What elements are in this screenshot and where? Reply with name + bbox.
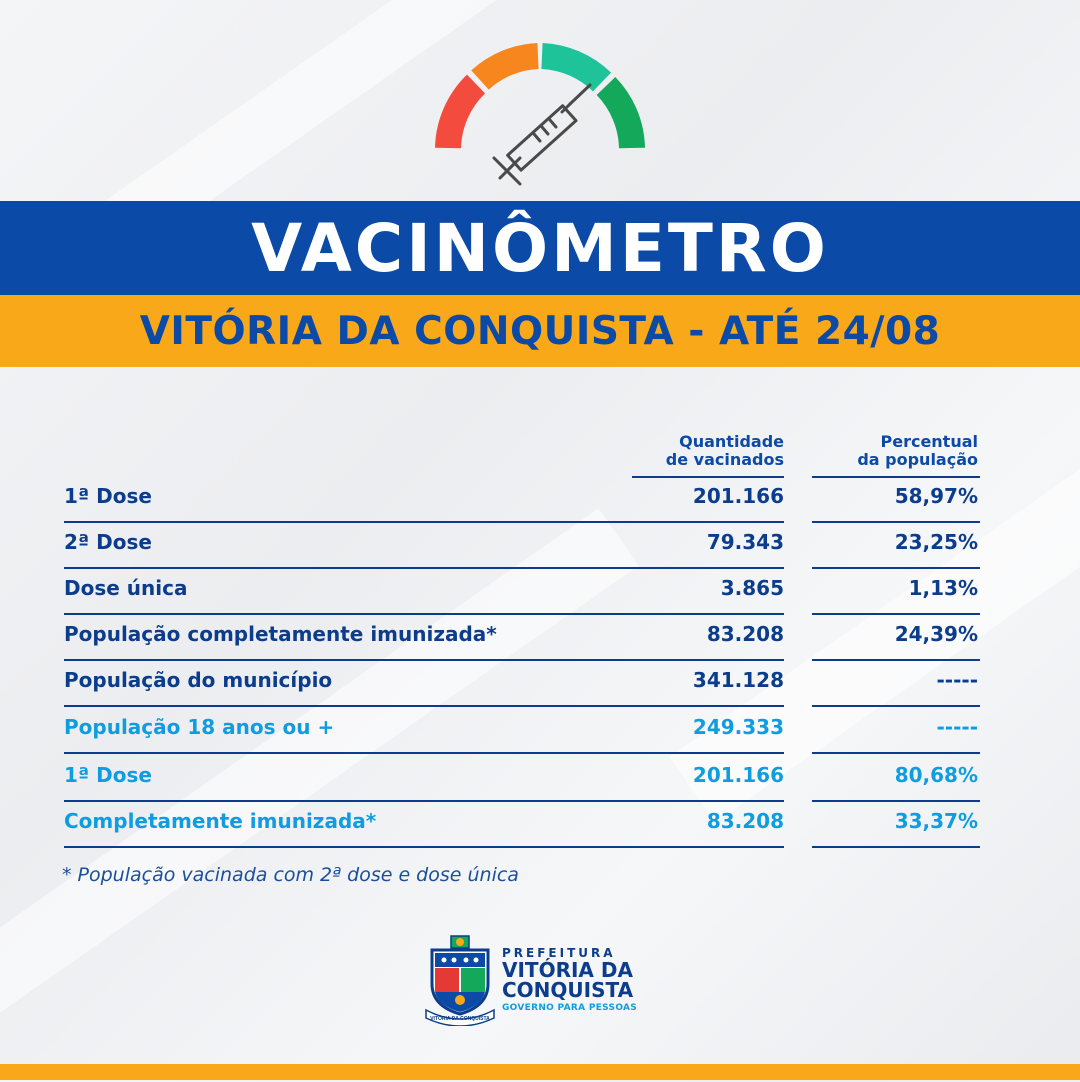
row-label: Completamente imunizada*	[64, 809, 377, 833]
row-divider	[812, 613, 980, 615]
column-header-quantity-line1: Quantidade	[679, 432, 784, 451]
row-divider	[812, 659, 980, 661]
row-divider	[812, 800, 980, 802]
logo-prefix: PREFEITURA	[502, 946, 616, 960]
city-crest-icon	[424, 934, 496, 1026]
row-percent: 1,13%	[908, 576, 978, 600]
row-percent: -----	[936, 715, 978, 739]
page-subtitle: VITÓRIA DA CONQUISTA - ATÉ 24/08	[139, 308, 941, 354]
row-percent: 58,97%	[894, 484, 978, 508]
footnote: * População vacinada com 2ª dose e dose única	[62, 864, 519, 886]
gauge-segment-orange	[480, 56, 538, 80]
row-label: 1ª Dose	[64, 763, 152, 787]
table-row	[0, 709, 1080, 755]
row-divider	[64, 752, 784, 754]
row-label: População completamente imunizada*	[64, 622, 497, 646]
row-percent: 23,25%	[894, 530, 978, 554]
row-quantity: 341.128	[692, 668, 784, 692]
table-row	[0, 662, 1080, 708]
row-divider	[812, 846, 980, 848]
row-divider	[64, 659, 784, 661]
row-divider	[64, 846, 784, 848]
row-divider	[64, 521, 784, 523]
row-label: População do município	[64, 668, 333, 692]
column-header-quantity	[630, 433, 784, 469]
vaccine-gauge-icon	[430, 40, 650, 190]
page-title: VACINÔMETRO	[251, 209, 829, 287]
row-divider	[812, 567, 980, 569]
table-row	[0, 803, 1080, 849]
logo-city-line1: VITÓRIA DA	[502, 958, 633, 982]
row-divider	[64, 567, 784, 569]
row-label: Dose única	[64, 576, 188, 600]
row-divider	[812, 521, 980, 523]
gauge-segment-red	[448, 84, 476, 148]
gauge-segment-teal	[542, 56, 602, 82]
row-label: População 18 anos ou +	[64, 715, 335, 739]
column-header-percent-line1: Percentual	[880, 432, 978, 451]
row-percent: -----	[936, 668, 978, 692]
row-quantity: 79.343	[706, 530, 784, 554]
table-row	[0, 524, 1080, 570]
row-quantity: 3.865	[720, 576, 784, 600]
title-banner	[0, 201, 1080, 295]
city-logo	[424, 934, 664, 1030]
table-row	[0, 570, 1080, 616]
syringe-icon	[494, 85, 590, 184]
row-label: 2ª Dose	[64, 530, 152, 554]
table-row	[0, 616, 1080, 662]
row-percent: 24,39%	[894, 622, 978, 646]
bottom-bar	[0, 1064, 1080, 1080]
column-header-quantity-line2: de vacinados	[665, 450, 784, 469]
row-percent: 80,68%	[894, 763, 978, 787]
table-row	[0, 757, 1080, 803]
row-label: 1ª Dose	[64, 484, 152, 508]
subtitle-banner	[0, 295, 1080, 367]
row-divider	[812, 752, 980, 754]
row-divider	[64, 613, 784, 615]
column-header-percent-line2: da população	[857, 450, 978, 469]
row-quantity: 83.208	[706, 809, 784, 833]
row-quantity: 83.208	[706, 622, 784, 646]
row-quantity: 249.333	[692, 715, 784, 739]
gauge-segment-green	[606, 86, 632, 148]
logo-city-line2: CONQUISTA	[502, 978, 634, 1002]
row-percent: 33,37%	[894, 809, 978, 833]
row-quantity: 201.166	[692, 484, 784, 508]
logo-slogan: GOVERNO PARA PESSOAS	[502, 1003, 638, 1013]
row-quantity: 201.166	[692, 763, 784, 787]
table-row	[0, 478, 1080, 524]
logo-text	[502, 946, 637, 1013]
row-divider	[64, 800, 784, 802]
crest-text: VITÓRIA DA CONQUISTA	[430, 1016, 490, 1022]
column-header-percent	[812, 433, 978, 469]
row-divider	[812, 705, 980, 707]
row-divider	[64, 705, 784, 707]
